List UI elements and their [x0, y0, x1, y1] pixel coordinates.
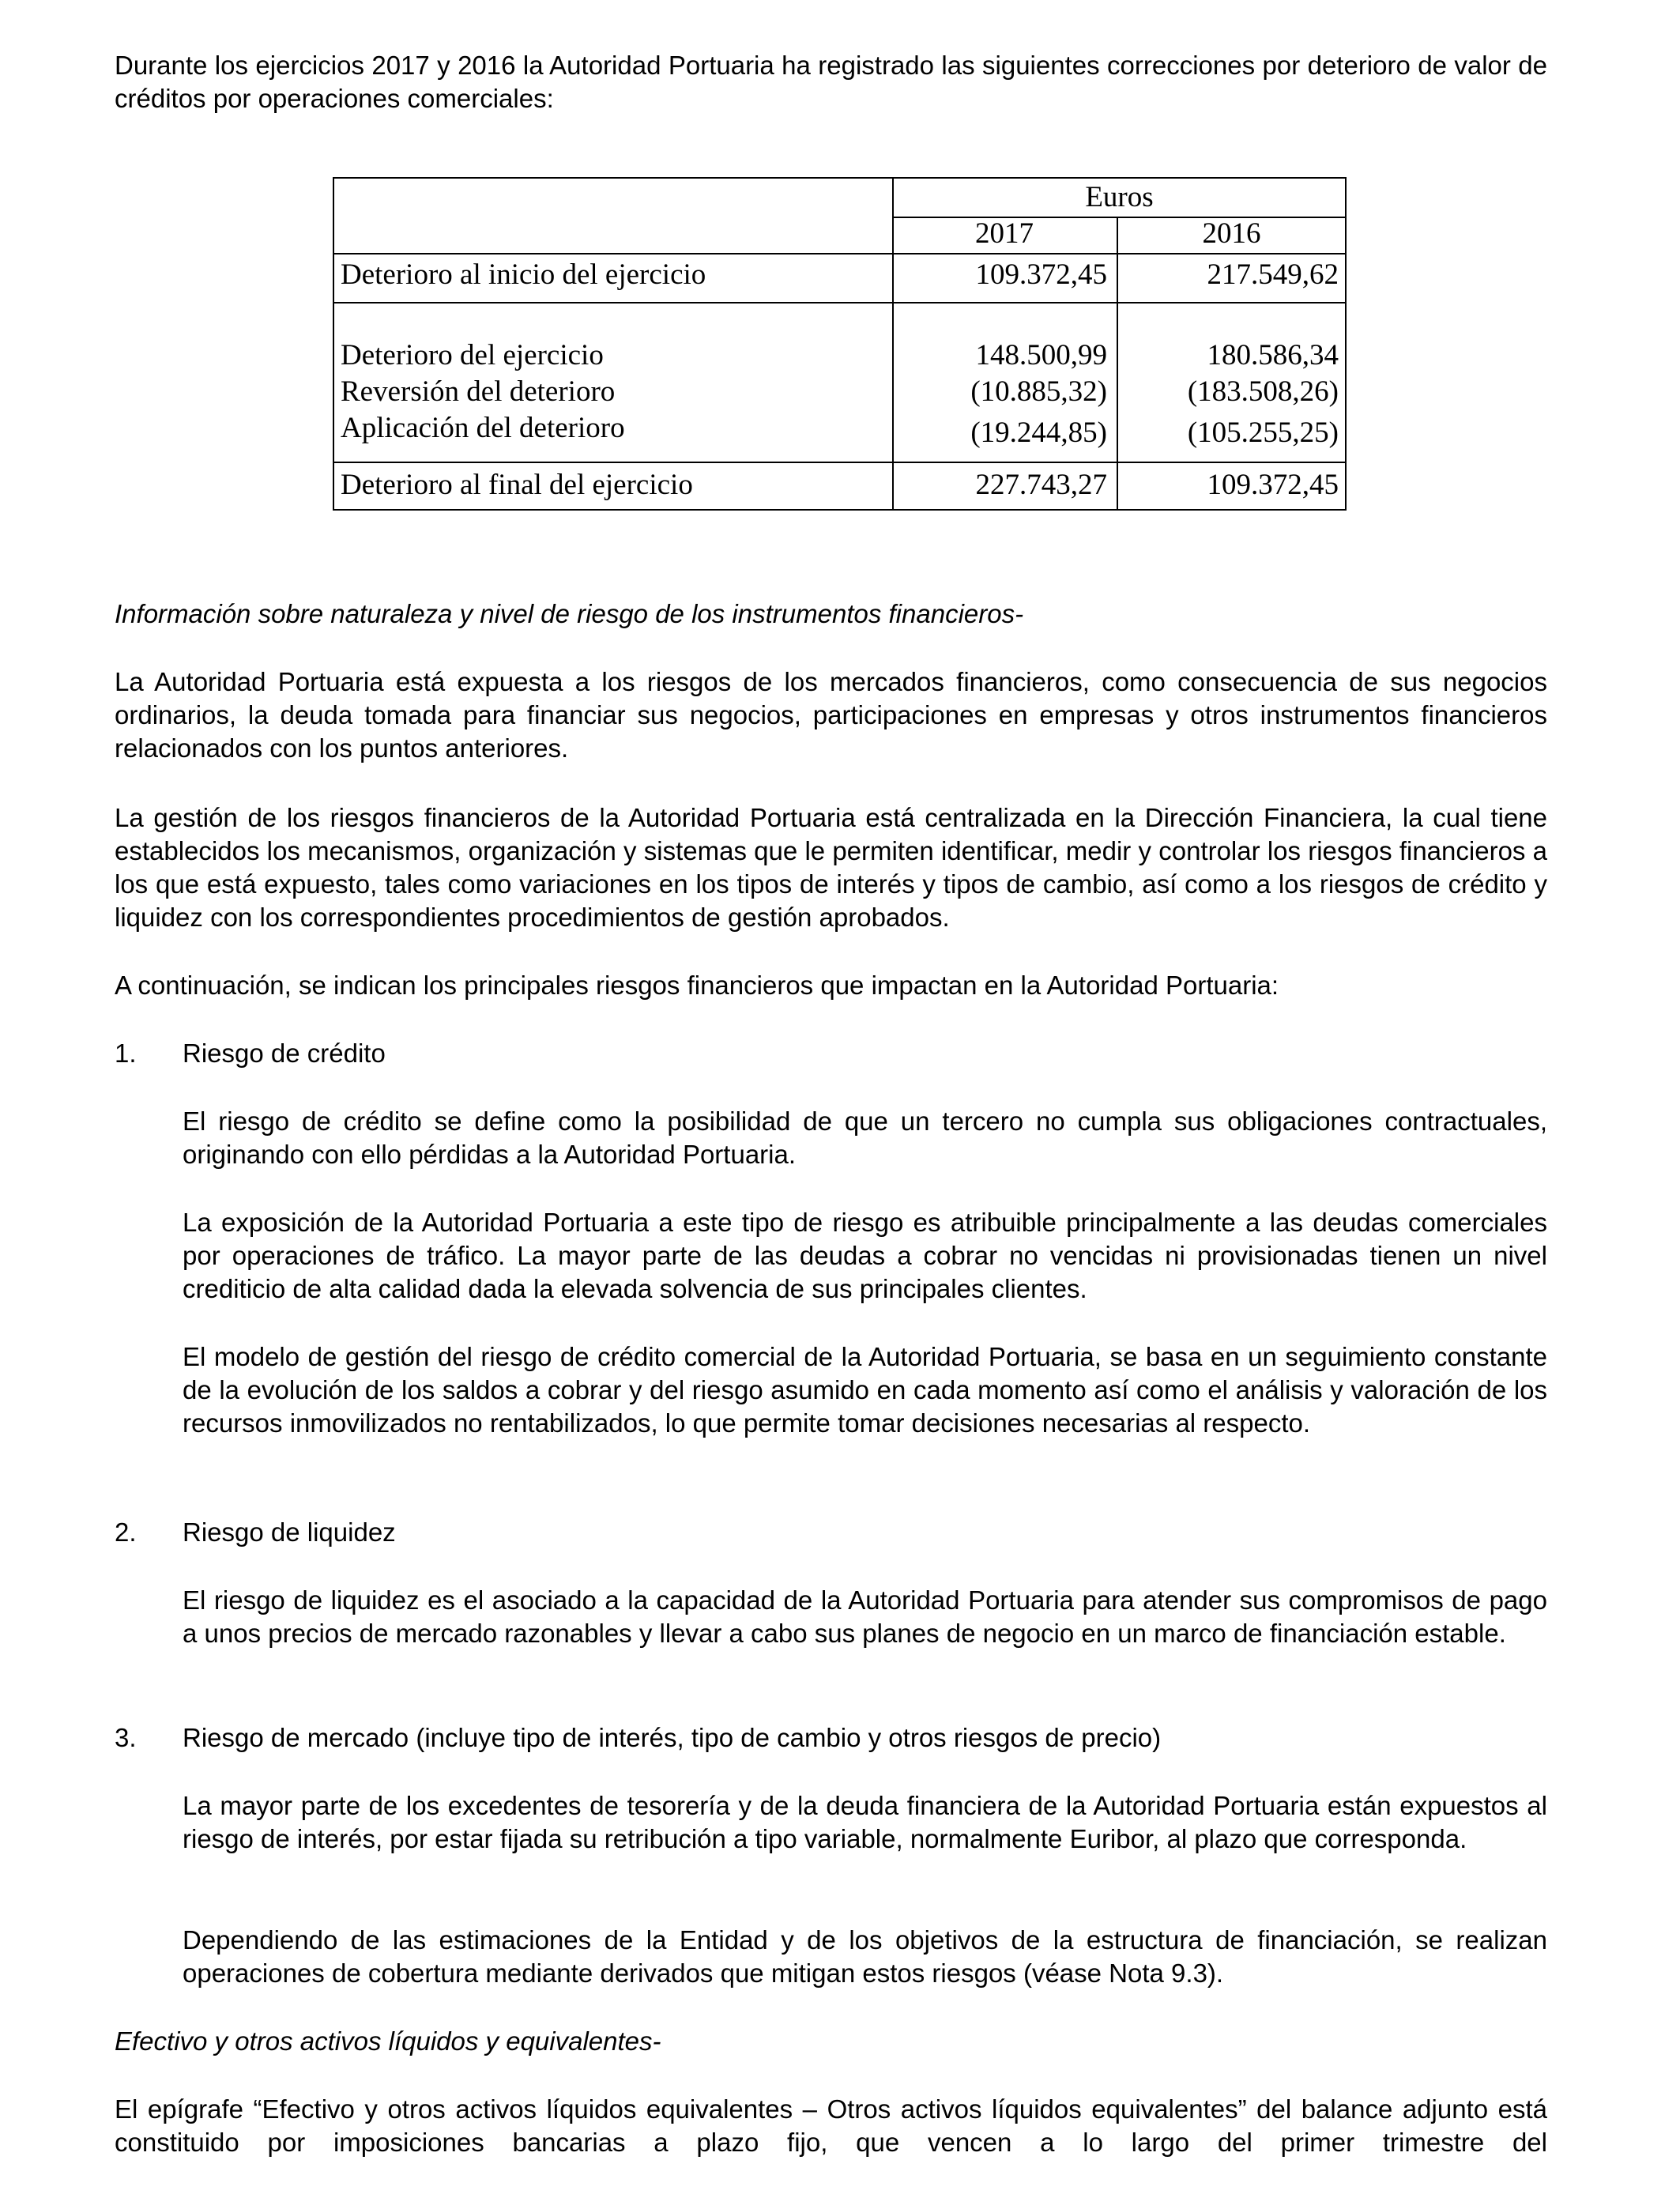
row-value-2016: 109.372,45	[1207, 469, 1339, 501]
intro-paragraph: Durante los ejercicios 2017 y 2016 la Autoridad Portuaria ha registrado las siguientes correcciones por deterioro de valor de créditos por operaciones comerciales:	[115, 51, 1547, 113]
list-item-paragraph: El riesgo de crédito se define como la posibilidad de que un tercero no cumpla sus obligaciones contractuales, originando con ello pérdidas a la Autoridad Portuaria.	[183, 1106, 1547, 1169]
year-header-2017: 2017	[975, 217, 1034, 250]
cash-paragraph: El epígrafe “Efectivo y otros activos líquidos equivalentes – Otros activos líquidos equivalentes” del balance adjunto está constituido por imposiciones bancarias a plazo fijo, que vencen a lo largo del primer trimestre del	[115, 2094, 1547, 2157]
row-value-2017: 109.372,45	[975, 258, 1107, 291]
list-number: 2.	[115, 1517, 137, 1547]
list-item-paragraph: La mayor parte de los excedentes de tesorería y de la deuda financiera de la Autoridad Portuaria están expuestos al riesgo de interés, por estar fijada su retribución a tipo variable, normalmente Euribor, al plazo que corresponda.	[183, 1791, 1547, 1853]
list-item-paragraph: Dependiendo de las estimaciones de la Entidad y de los objetivos de la estructura de financiación, se realizan operaciones de cobertura mediante derivados que mitigan estos riesgos (véase Nota 9.3).	[183, 1925, 1547, 1988]
row-value-2017: (19.244,85)	[970, 417, 1107, 449]
row-label: Reversión del deterioro	[341, 375, 616, 408]
impairment-table	[333, 177, 1347, 511]
row-value-2017: 227.743,27	[975, 469, 1107, 501]
row-value-2017: (10.885,32)	[970, 375, 1107, 408]
risk-section-heading: Información sobre naturaleza y nivel de riesgo de los instrumentos financieros-	[115, 599, 1024, 628]
row-value-2016: (183.508,26)	[1187, 375, 1339, 408]
list-item-paragraph: La exposición de la Autoridad Portuaria a este tipo de riesgo es atribuible principalmente a las deudas comerciales por operaciones de tráfico. La mayor parte de las deudas a cobrar no vencidas ni provisionadas tienen un nivel crediticio de alta calidad dada la elevada solvencia de sus principales clientes.	[183, 1208, 1547, 1303]
table-divider	[333, 253, 1347, 254]
currency-header: Euros	[1085, 181, 1154, 213]
row-label: Deterioro al final del ejercicio	[341, 469, 693, 501]
risk-paragraph-1: La Autoridad Portuaria está expuesta a los riesgos de los mercados financieros, como consecuencia de sus negocios ordinarios, la deuda tomada para financiar sus negocios, participaciones en empresas y otros instrumentos financieros relacionados con los puntos anteriores.	[115, 667, 1547, 763]
list-item-title: Riesgo de crédito	[183, 1039, 386, 1068]
row-value-2016: 217.549,62	[1207, 258, 1339, 291]
list-number: 3.	[115, 1723, 137, 1752]
list-item-paragraph: El modelo de gestión del riesgo de crédito comercial de la Autoridad Portuaria, se basa en un seguimiento constante de la evolución de los saldos a cobrar y del riesgo asumido en cada momento así como el análisis y valoración de los recursos inmovilizados no rentabilizados, lo que permite tomar decisiones necesarias al respecto.	[183, 1342, 1547, 1438]
table-divider	[333, 302, 1347, 303]
row-label: Aplicación del deterioro	[341, 412, 625, 444]
row-label: Deterioro al inicio del ejercicio	[341, 258, 706, 291]
year-header-2016: 2016	[1202, 217, 1261, 250]
row-label: Deterioro del ejercicio	[341, 339, 604, 371]
cash-section-heading: Efectivo y otros activos líquidos y equivalentes-	[115, 2026, 661, 2056]
list-item-title: Riesgo de liquidez	[183, 1517, 396, 1547]
row-value-2017: 148.500,99	[975, 339, 1107, 371]
risk-paragraph-3: A continuación, se indican los principales riesgos financieros que impactan en la Autoridad Portuaria:	[115, 971, 1279, 1000]
list-number: 1.	[115, 1039, 137, 1068]
table-divider	[333, 462, 1347, 463]
list-item-title: Riesgo de mercado (incluye tipo de interés, tipo de cambio y otros riesgos de precio)	[183, 1723, 1162, 1752]
list-item-paragraph: El riesgo de liquidez es el asociado a la capacidad de la Autoridad Portuaria para atender sus compromisos de pago a unos precios de mercado razonables y llevar a cabo sus planes de negocio en un marco de financiación estable.	[183, 1585, 1547, 1648]
row-value-2016: 180.586,34	[1207, 339, 1339, 371]
risk-paragraph-2: La gestión de los riesgos financieros de la Autoridad Portuaria está centralizada en la Dirección Financiera, la cual tiene establecidos los mecanismos, organización y sistemas que le permiten identificar, medir y controlar los riesgos financieros a los que está expuesto, tales como variaciones en los tipos de interés y tipos de cambio, así como a los riesgos de crédito y liquidez con los correspondientes procedimientos de gestión aprobados.	[115, 803, 1547, 932]
row-value-2016: (105.255,25)	[1187, 417, 1339, 449]
